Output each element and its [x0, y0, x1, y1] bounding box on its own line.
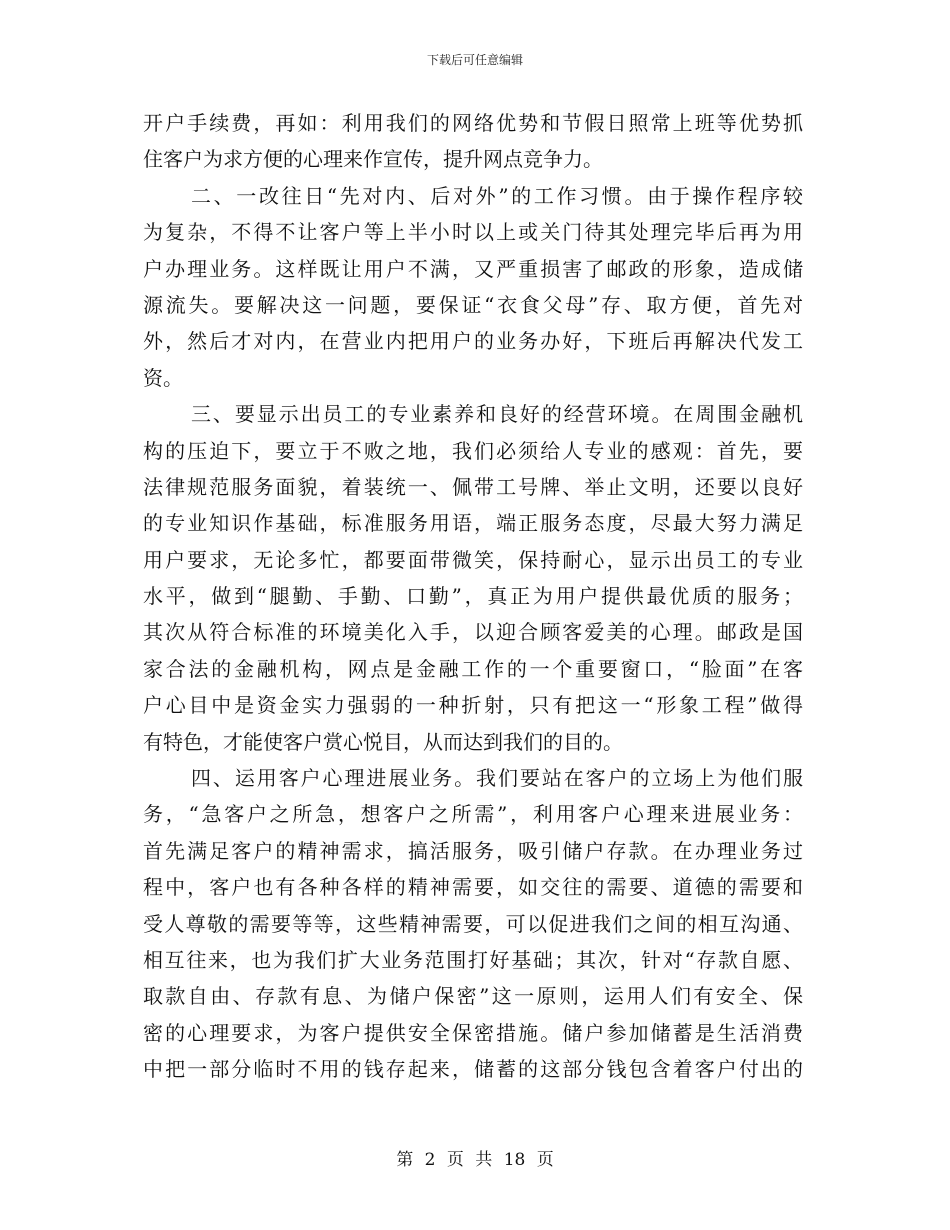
text-line: 相互往来，也为我们扩大业务范围打好基础；其次，针对“存款自愿、	[143, 947, 803, 972]
text-line: 首先满足客户的精神需求，搞活服务，吸引储户存款。在办理业务过	[143, 838, 803, 863]
page-header: 下载后可任意编辑	[426, 53, 523, 67]
text-line: 构的压迫下，要立于不败之地，我们必须给人专业的感观：首先，要	[143, 438, 803, 463]
paragraph-start-line: 四、运用客户心理进展业务。我们要站在客户的立场上为他们服	[191, 766, 803, 791]
text-line: 户心目中是资金实力强弱的一种折射，只有把这一“形象工程”做得	[143, 693, 803, 718]
text-line: 其次从符合标准的环境美化入手，以迎合顾客爱美的心理。邮政是国	[143, 620, 803, 645]
text-line: 用户要求，无论多忙，都要面带微笑，保持耐心，显示出员工的专业	[143, 547, 803, 572]
text-line: 受人尊敬的需要等等，这些精神需要，可以促进我们之间的相互沟通、	[143, 911, 803, 936]
text-line: 资。	[143, 365, 183, 390]
text-line: 为复杂，不得不让客户等上半小时以上或关门待其处理完毕后再为用	[143, 220, 803, 245]
text-line: 开户手续费，再如：利用我们的网络优势和节假日照常上班等优势抓	[143, 111, 803, 135]
text-line: 密的心理要求，为客户提供安全保密措施。储户参加储蓄是生活消费	[143, 1020, 803, 1045]
page-footer: 第 2 页 共 18 页	[396, 1150, 554, 1170]
text-line: 务，“急客户之所急，想客户之所需”，利用客户心理来进展业务：	[143, 802, 803, 827]
text-line: 住客户为求方便的心理来作宣传，提升网点竞争力。	[143, 147, 603, 172]
text-line: 法律规范服务面貌，着装统一、佩带工号牌、举止文明，还要以良好	[143, 474, 803, 499]
text-line: 外，然后才对内，在营业内把用户的业务办好，下班后再解决代发工	[143, 329, 803, 354]
text-line: 程中，客户也有各种各样的精神需要，如交往的需要、道德的需要和	[143, 875, 803, 900]
text-line: 源流失。要解决这一问题，要保证“衣食父母”存、取方便，首先对	[143, 292, 803, 317]
text-line: 户办理业务。这样既让用户不满，又严重损害了邮政的形象，造成储	[143, 256, 803, 281]
text-line: 家合法的金融机构，网点是金融工作的一个重要窗口，“脸面”在客	[143, 656, 803, 681]
paragraph-start-line: 二、一改往日“先对内、后对外”的工作习惯。由于操作程序较	[191, 183, 803, 208]
text-line: 中把一部分临时不用的钱存起来，储蓄的这部分钱包含着客户付出的	[143, 1057, 803, 1082]
text-line: 有特色，才能使客户赏心悦目，从而达到我们的目的。	[143, 729, 623, 754]
text-line: 取款自由、存款有息、为储户保密”这一原则，运用人们有安全、保	[143, 984, 803, 1009]
paragraph-start-line: 三、要显示出员工的专业素养和良好的经营环境。在周围金融机	[191, 402, 803, 427]
document-body	[143, 105, 803, 1088]
text-line: 水平，做到“腿勤、手勤、口勤”，真正为用户提供最优质的服务；	[143, 584, 803, 609]
text-line: 的专业知识作基础，标准服务用语，端正服务态度，尽最大努力满足	[143, 511, 803, 536]
